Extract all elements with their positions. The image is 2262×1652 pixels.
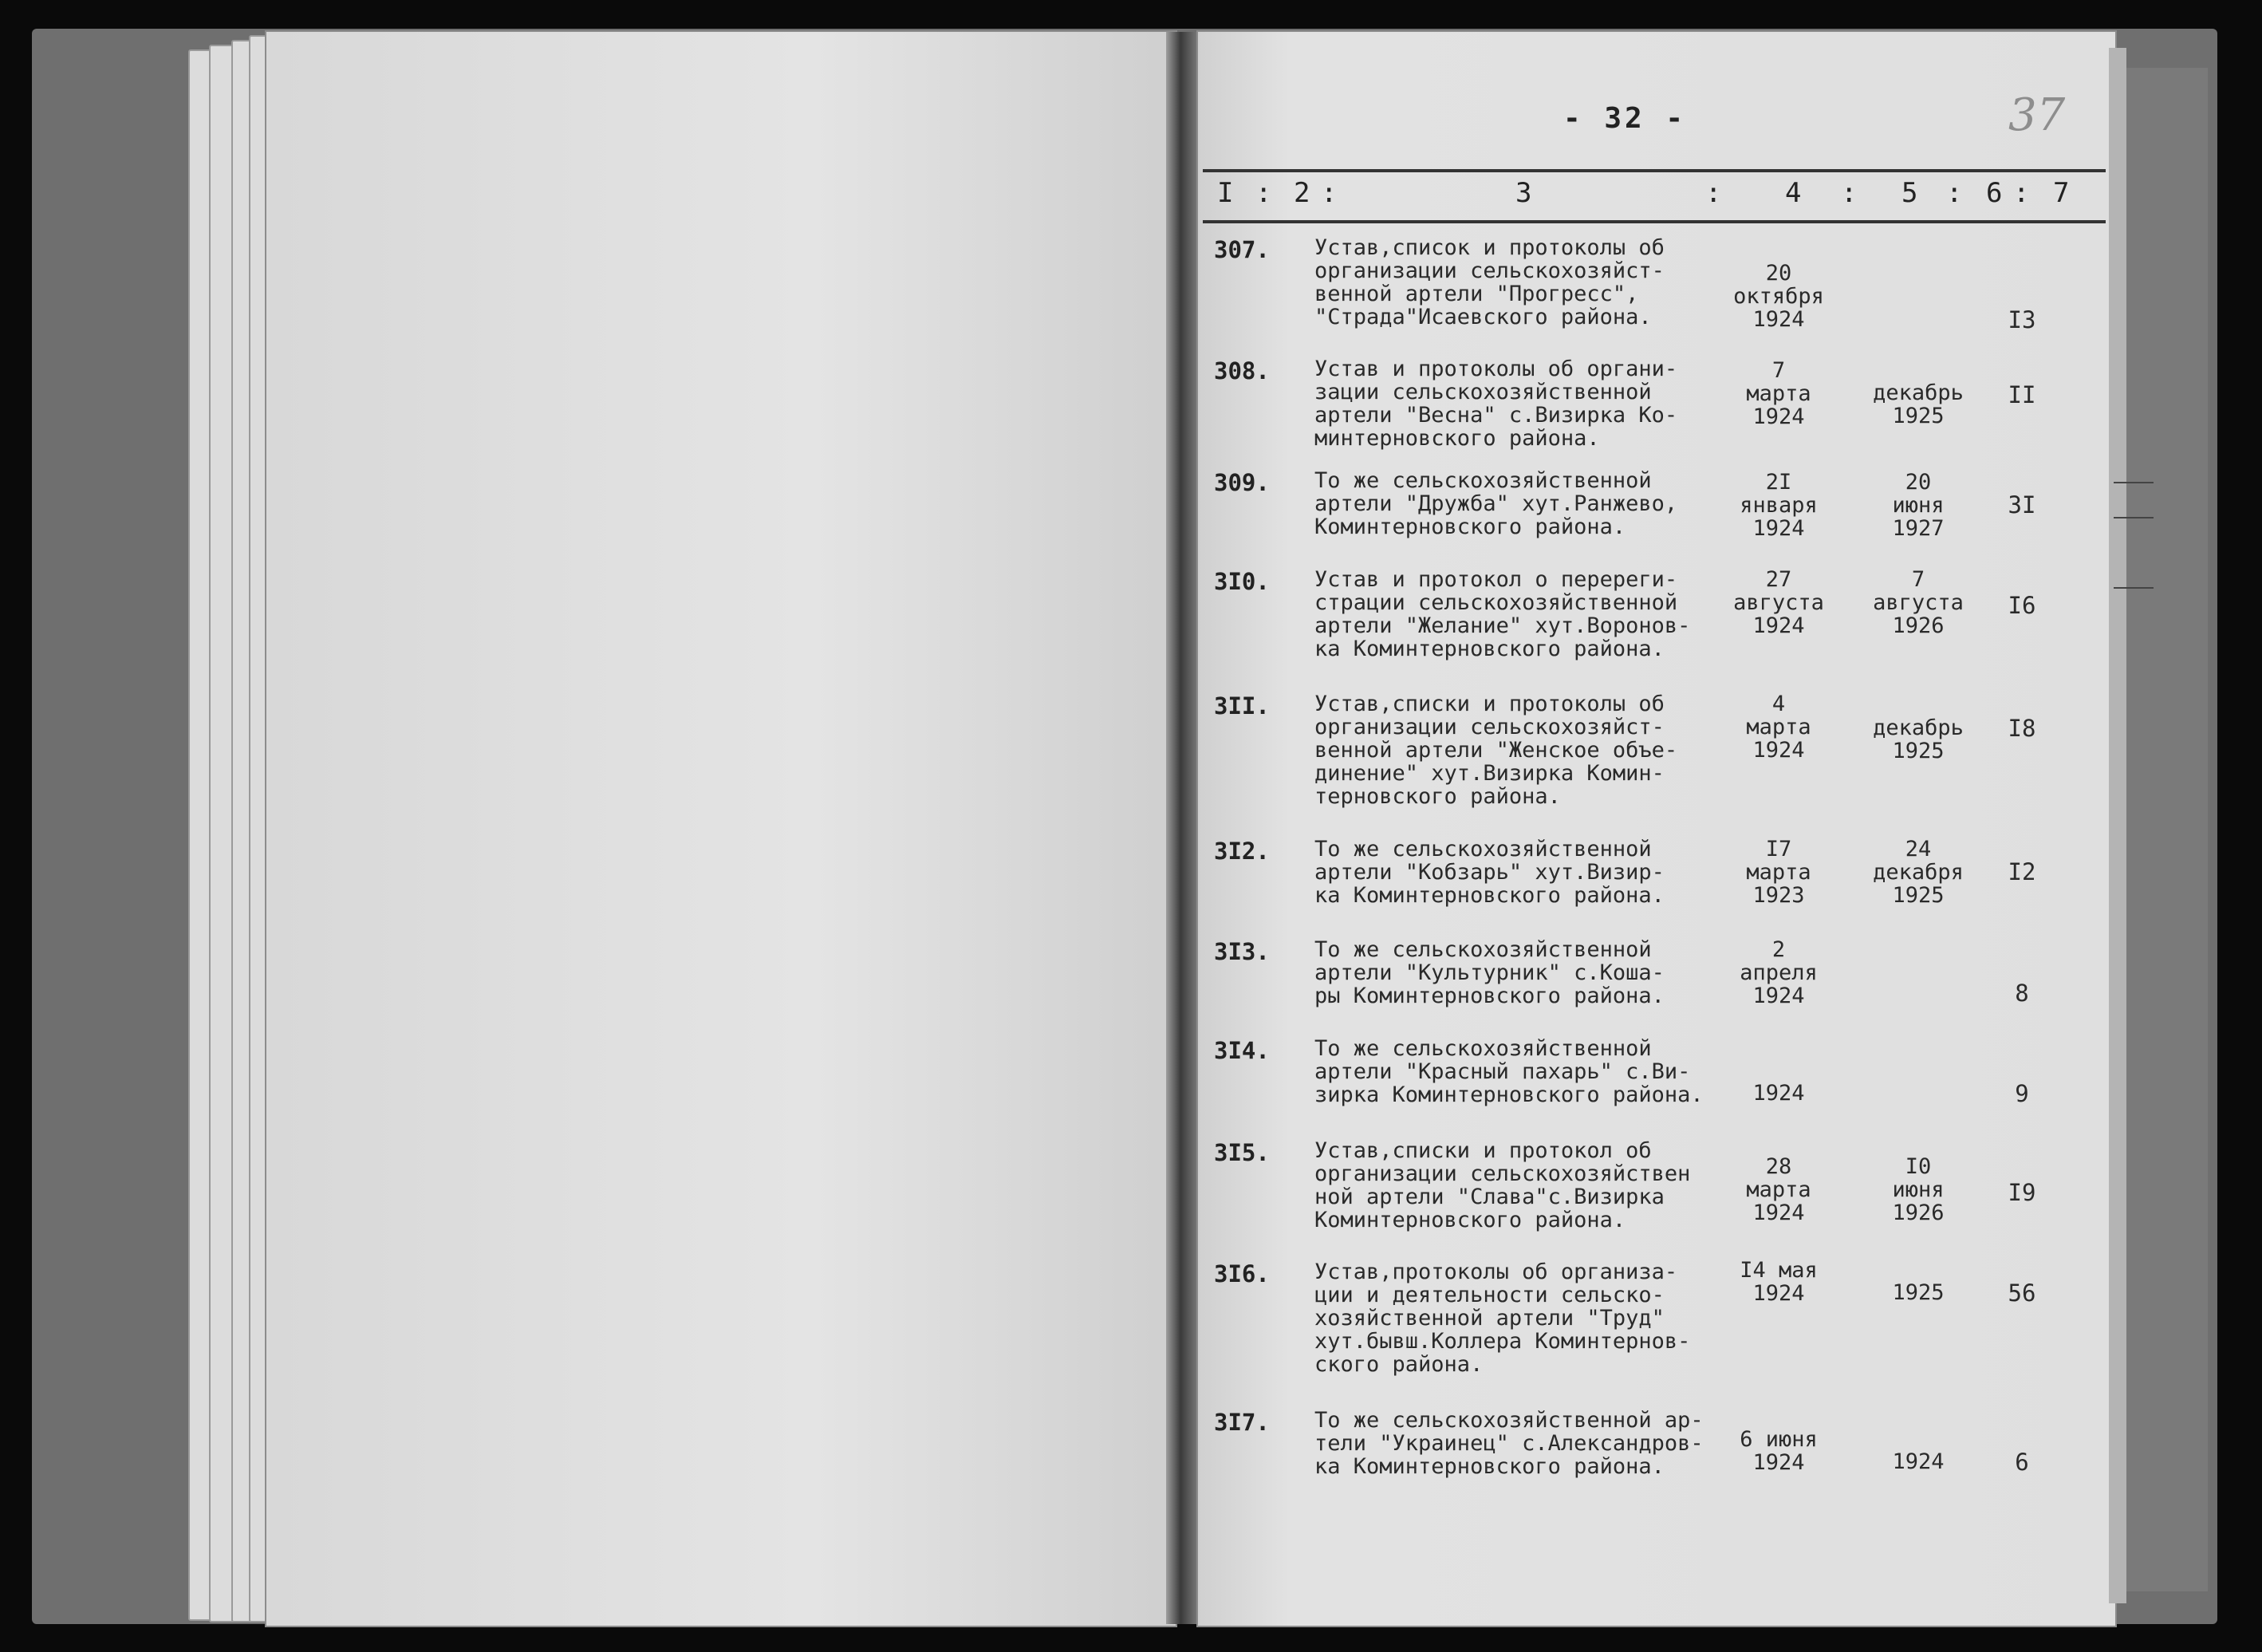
col-header-1: I (1217, 177, 1234, 209)
row-end-date: 7 августа 1926 (1873, 567, 1964, 638)
col-header-3: 3 (1515, 177, 1532, 209)
row-end-date: декабрь 1925 (1873, 716, 1964, 763)
row-description: То же сельскохозяйственной артели "Красный пахарь" с.Ви- зирка Коминтерновского района. (1314, 1036, 1704, 1107)
col-header-sep: : (1255, 177, 1272, 209)
row-description: Устав и протокол о перереги- страции сельскохозяйственной артели "Желание" хут.Воронов- ка Коминтерновского района. (1314, 567, 1691, 661)
row-sheet-count: I3 (2008, 306, 2036, 333)
col-header-sep: : (2013, 177, 2030, 209)
col-header-2: 2 (1294, 177, 1310, 209)
row-start-date: 7 марта 1924 (1746, 358, 1811, 429)
row-sheet-count: 8 (2015, 980, 2029, 1007)
col-header-sep: : (1321, 177, 1338, 209)
row-number: 308. (1214, 357, 1270, 384)
row-end-date: декабрь 1925 (1873, 380, 1964, 428)
table-header-rule (1203, 220, 2106, 223)
row-description: То же сельскохозяйственной артели "Дружба" хут.Ранжево, Коминтерновского района. (1314, 468, 1678, 539)
row-number: 3I7. (1214, 1409, 1270, 1436)
row-end-date: 1925 (1892, 1280, 1945, 1305)
row-end-date: 1924 (1892, 1449, 1945, 1474)
row-sheet-count: II (2008, 381, 2036, 408)
col-header-sep: : (1705, 177, 1722, 209)
pencil-sheet-number: 37 (2008, 89, 2066, 141)
row-sheet-count: 56 (2008, 1279, 2036, 1307)
row-start-date: 2I января 1924 (1740, 470, 1818, 541)
row-start-date: 20 октября 1924 (1733, 261, 1824, 332)
row-start-date: 27 августа 1924 (1733, 567, 1824, 638)
col-header-4: 4 (1785, 177, 1802, 209)
col-header-sep: : (1841, 177, 1858, 209)
row-number: 3II. (1214, 692, 1270, 720)
col-header-sep: : (1946, 177, 1963, 209)
row-description: То же сельскохозяйственной ар- тели "Украинец" с.Александров- ка Коминтерновского района. (1314, 1408, 1704, 1479)
row-description: То же сельскохозяйственной артели "Кобзарь" хут.Визир- ка Коминтерновского района. (1314, 837, 1665, 908)
row-sheet-count: I2 (2008, 858, 2036, 885)
row-description: То же сельскохозяйственной артели "Культурник" с.Коша- ры Коминтерновского района. (1314, 937, 1665, 1008)
row-sheet-count: I6 (2008, 592, 2036, 619)
row-number: 307. (1214, 236, 1270, 263)
row-description: Устав и протоколы об органи- зации сельскохозяйственной артели "Весна" с.Визирка Ко- минтерновского района. (1314, 357, 1678, 451)
row-start-date: I4 мая 1924 (1740, 1258, 1818, 1306)
row-start-date: 28 марта 1924 (1746, 1154, 1811, 1225)
row-sheet-count: 3I (2008, 491, 2036, 518)
row-number: 3I5. (1214, 1139, 1270, 1166)
col-header-7: 7 (2053, 177, 2070, 209)
row-end-date: 24 декабря 1925 (1873, 837, 1964, 908)
table-top-rule (1203, 169, 2106, 172)
book-spine (1166, 32, 1198, 1624)
row-number: 3I6. (1214, 1260, 1270, 1287)
left-page (265, 30, 1177, 1627)
row-sheet-count: 9 (2015, 1080, 2029, 1107)
row-end-date: I0 июня 1926 (1892, 1154, 1945, 1225)
row-description: Устав,протоколы об организа- ции и деятельности сельско- хозяйственной артели "Труд" хут.бывш.Коллера Коминтернов- ского района. (1314, 1260, 1691, 1377)
row-end-date: 20 июня 1927 (1892, 470, 1945, 541)
page-number: - 32 - (1563, 102, 1687, 135)
right-page-edge (2109, 48, 2126, 1603)
row-start-date: I7 марта 1923 (1746, 837, 1811, 908)
row-number: 3I4. (1214, 1037, 1270, 1064)
row-sheet-count: I9 (2008, 1179, 2036, 1206)
row-description: Устав,списки и протоколы об организации сельскохозяйст- венной артели "Женское объе- динение" хут.Визирка Комин- терновского района. (1314, 692, 1678, 809)
book-cover-edge (2122, 68, 2208, 1591)
col-header-6: 6 (1986, 177, 2003, 209)
row-start-date: 1924 (1752, 1081, 1805, 1106)
row-sheet-count: 6 (2015, 1449, 2029, 1476)
row-sheet-count: I8 (2008, 715, 2036, 742)
row-description: Устав,списки и протокол об организации сельскохозяйствен ной артели "Слава"с.Визирка Коминтерновского района. (1314, 1138, 1691, 1232)
row-start-date: 4 марта 1924 (1746, 692, 1811, 763)
row-start-date: 6 июня 1924 (1740, 1427, 1818, 1475)
row-number: 3I3. (1214, 938, 1270, 965)
row-description: Устав,список и протоколы об организации сельскохозяйст- венной артели "Прогресс", "Страда"Исаевского района. (1314, 235, 1665, 329)
row-start-date: 2 апреля 1924 (1740, 937, 1818, 1008)
col-header-5: 5 (1901, 177, 1918, 209)
row-number: 3I2. (1214, 838, 1270, 865)
row-number: 3I0. (1214, 568, 1270, 595)
row-number: 309. (1214, 469, 1270, 496)
margin-tick (2114, 587, 2154, 589)
margin-tick (2114, 482, 2154, 483)
margin-tick (2114, 517, 2154, 518)
